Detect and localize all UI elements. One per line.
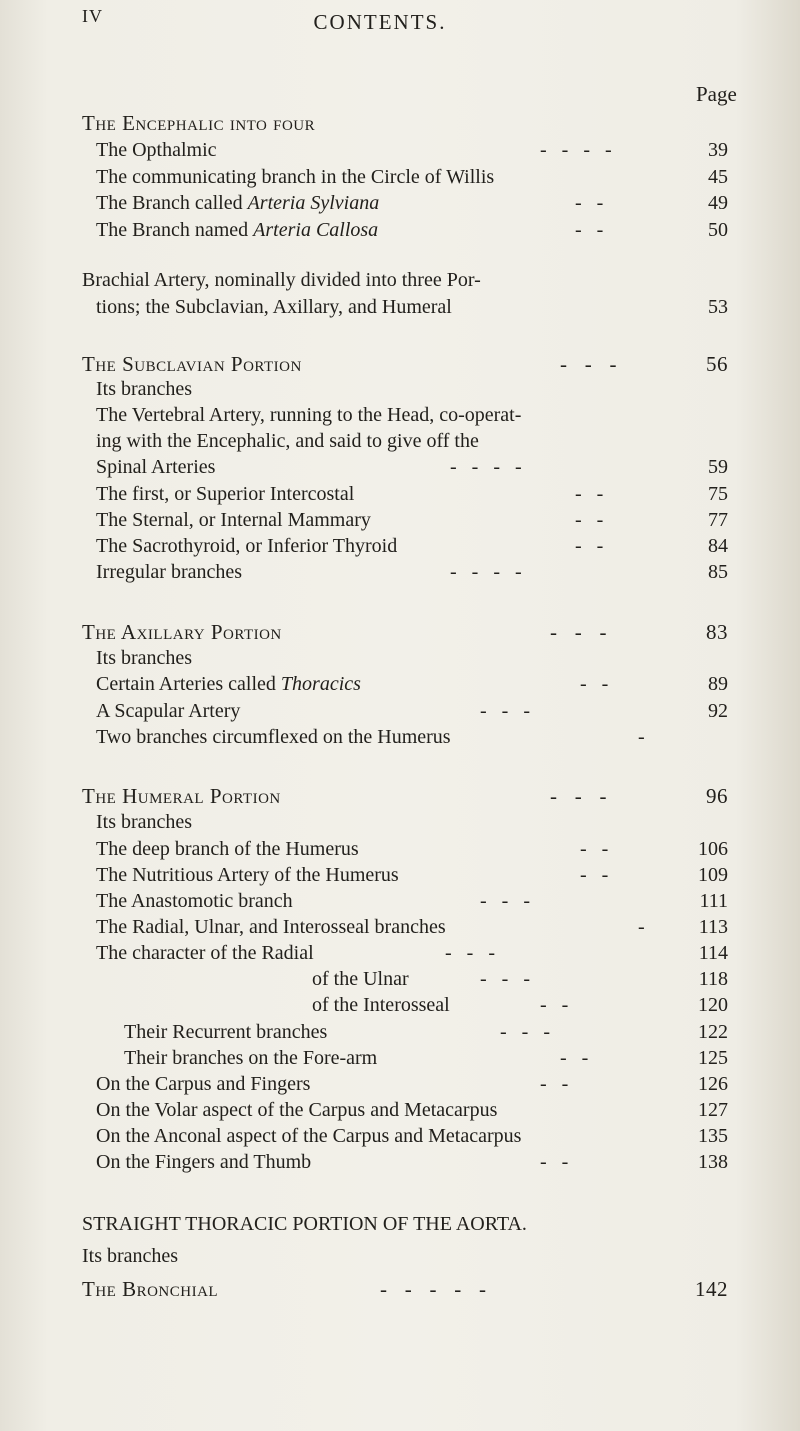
toc-page-number: 84 <box>708 535 728 557</box>
toc-entry-irregular <box>0 559 800 585</box>
toc-entry-vertebral-2 <box>0 428 800 454</box>
page-column-label: Page <box>696 82 737 106</box>
toc-entry-title: The Encephalic into four <box>82 111 316 135</box>
leader-dashes: - <box>638 726 645 748</box>
toc-entry-nutritious <box>0 862 800 888</box>
toc-page-number: 92 <box>708 700 728 722</box>
toc-entry-scapular <box>0 698 800 724</box>
toc-entry-aorta-branches <box>0 1243 800 1269</box>
toc-entry-intercostal <box>0 481 800 507</box>
toc-entry-title: of the Interosseal <box>312 994 450 1016</box>
toc-entry-volar <box>0 1097 800 1123</box>
leader-dashes: - - <box>575 192 604 214</box>
toc-entry-title: The Anastomotic branch <box>96 890 293 912</box>
toc-page-number: 122 <box>698 1021 728 1043</box>
leader-dashes: - - - <box>560 352 617 376</box>
toc-page-number: 127 <box>698 1099 728 1121</box>
toc-entry-bronchial <box>0 1276 800 1302</box>
running-head: CONTENTS. <box>313 10 447 34</box>
toc-entry-title: Their branches on the Fore-arm <box>124 1047 378 1069</box>
toc-entry-title: Irregular branches <box>96 561 243 583</box>
toc-page-number: 49 <box>708 192 728 214</box>
leader-dashes: - - - <box>445 942 495 964</box>
toc-entry-title: Its branches <box>96 378 193 400</box>
leader-dashes: - - - <box>480 968 530 990</box>
toc-page-number: 56 <box>706 352 728 376</box>
toc-entry-subclavian <box>0 351 800 377</box>
leader-dashes: - - - <box>500 1021 550 1043</box>
leader-dashes: - - <box>575 535 604 557</box>
toc-entry-title: The Radial, Ulnar, and Interosseal branches <box>96 916 446 938</box>
toc-entry-title: of the Ulnar <box>312 968 409 990</box>
toc-entry-title: Their Recurrent branches <box>124 1021 328 1043</box>
leader-dashes: - - <box>575 483 604 505</box>
toc-entry-title: Its branches <box>96 647 193 669</box>
toc-page-number: 83 <box>706 620 728 644</box>
toc-page-number: 113 <box>698 916 728 938</box>
leader-dashes: - <box>638 916 645 938</box>
toc-entry-fingers-thumb <box>0 1149 800 1175</box>
leader-dashes: - - <box>540 1151 569 1173</box>
toc-page-number: 126 <box>698 1073 728 1095</box>
toc-page-number: 138 <box>698 1151 728 1173</box>
toc-entry-title: The Axillary Portion <box>82 620 282 644</box>
toc-entry-title: Brachial Artery, nominally divided into three Por- <box>82 269 481 291</box>
toc-entry-brachial-2 <box>0 294 800 320</box>
toc-entry-title: The Subclavian Portion <box>82 352 302 376</box>
leader-dashes: - - - <box>550 620 607 644</box>
toc-entry-ax-branches <box>0 645 800 671</box>
toc-entry-char-ulnar <box>0 966 800 992</box>
toc-entry-title: The Vertebral Artery, running to the Head, co-operat- <box>96 404 522 426</box>
toc-entry-title: ing with the Encephalic, and said to give off the <box>96 430 479 452</box>
toc-page-number: 106 <box>698 838 728 860</box>
toc-entry-sylviana <box>0 190 800 216</box>
toc-entry-char-interosseal <box>0 992 800 1018</box>
toc-entry-title: STRAIGHT THORACIC PORTION OF THE AORTA. <box>82 1213 527 1235</box>
toc-entry-axillary <box>0 619 800 645</box>
leader-dashes: - - - - <box>450 561 522 583</box>
toc-entry-thoracics <box>0 671 800 697</box>
toc-page-number: 50 <box>708 219 728 241</box>
toc-entry-carpus-fingers <box>0 1071 800 1097</box>
leader-dashes: - - <box>560 1047 589 1069</box>
toc-entry-sub-branches <box>0 376 800 402</box>
toc-entry-title: The first, or Superior Intercostal <box>96 483 355 505</box>
leader-dashes: - - <box>575 509 604 531</box>
toc-entry-radial-ulnar <box>0 914 800 940</box>
toc-entry-title: The deep branch of the Humerus <box>96 838 359 860</box>
leader-dashes: - - <box>580 838 609 860</box>
toc-entry-title: The communicating branch in the Circle of Willis <box>96 166 495 188</box>
leader-dashes: - - - <box>480 700 530 722</box>
toc-entry-anconal <box>0 1123 800 1149</box>
leader-dashes: - - - - <box>540 139 612 161</box>
toc-entry-opthalmic <box>0 137 800 163</box>
toc-entry-deep <box>0 836 800 862</box>
toc-entry-callosa <box>0 217 800 243</box>
toc-entry-hum-branches <box>0 809 800 835</box>
toc-entry-thoracic-aorta <box>0 1211 800 1237</box>
toc-entry-title: The character of the Radial <box>96 942 314 964</box>
leader-dashes: - - - - <box>450 456 522 478</box>
toc-page-number: 111 <box>699 890 728 912</box>
toc-page-number: 77 <box>708 509 728 531</box>
toc-entry-title: The Opthalmic <box>96 139 217 161</box>
toc-entry-vertebral-3 <box>0 454 800 480</box>
toc-entry-title: On the Volar aspect of the Carpus and Metacarpus <box>96 1099 498 1121</box>
toc-entry-title: Certain Arteries called Thoracics <box>96 673 361 695</box>
toc-page-number: 125 <box>698 1047 728 1069</box>
toc-entry-sternal <box>0 507 800 533</box>
toc-page-number: 75 <box>708 483 728 505</box>
leader-dashes: - - - <box>550 784 607 808</box>
toc-entry-title: The Sternal, or Internal Mammary <box>96 509 371 531</box>
toc-page-number: 135 <box>698 1125 728 1147</box>
page-folio: IV <box>82 6 103 26</box>
toc-entry-brachial-1 <box>0 267 800 293</box>
toc-page-number: 53 <box>708 296 728 318</box>
toc-page-number: 118 <box>698 968 728 990</box>
leader-dashes: - - <box>540 994 569 1016</box>
leader-dashes: - - <box>540 1073 569 1095</box>
toc-entry-title: Its branches <box>82 1245 179 1267</box>
toc-page-number: 142 <box>695 1277 728 1301</box>
toc-entry-title: The Sacrothyroid, or Inferior Thyroid <box>96 535 398 557</box>
leader-dashes: - - <box>580 673 609 695</box>
toc-page-number: 89 <box>708 673 728 695</box>
toc-entry-encephalic <box>0 110 800 136</box>
toc-entry-title: The Nutritious Artery of the Humerus <box>96 864 399 886</box>
toc-page-number: 45 <box>708 166 728 188</box>
toc-entry-vertebral-1 <box>0 402 800 428</box>
toc-entry-title: Two branches circumflexed on the Humerus <box>96 726 451 748</box>
toc-entry-thyroid <box>0 533 800 559</box>
toc-entry-char-radial <box>0 940 800 966</box>
toc-entry-title: The Humeral Portion <box>82 784 281 808</box>
toc-entry-anastomotic <box>0 888 800 914</box>
toc-entry-title: On the Anconal aspect of the Carpus and Metacarpus <box>96 1125 522 1147</box>
toc-entry-title: Spinal Arteries <box>96 456 216 478</box>
leader-dashes: - - - - - <box>380 1277 487 1301</box>
toc-page-number: 120 <box>698 994 728 1016</box>
leader-dashes: - - - <box>480 890 530 912</box>
toc-entry-title: A Scapular Artery <box>96 700 241 722</box>
toc-entry-title: On the Carpus and Fingers <box>96 1073 311 1095</box>
toc-entry-title: The Bronchial <box>82 1277 219 1301</box>
toc-entry-forearm <box>0 1045 800 1071</box>
toc-page-number: 96 <box>706 784 728 808</box>
toc-entry-recurrent <box>0 1019 800 1045</box>
toc-page-number: 85 <box>708 561 728 583</box>
toc-entry-title: On the Fingers and Thumb <box>96 1151 312 1173</box>
toc-page-number: 39 <box>708 139 728 161</box>
toc-entry-title: The Branch called Arteria Sylviana <box>96 192 380 214</box>
toc-page-number: 59 <box>708 456 728 478</box>
toc-entry-title: tions; the Subclavian, Axillary, and Humeral <box>96 296 452 318</box>
toc-entry-communicating <box>0 164 800 190</box>
toc-entry-title: Its branches <box>96 811 193 833</box>
toc-entry-title: The Branch named Arteria Callosa <box>96 219 379 241</box>
toc-entry-circumflexed <box>0 724 800 750</box>
leader-dashes: - - <box>580 864 609 886</box>
toc-page-number: 109 <box>698 864 728 886</box>
toc-page-number: 114 <box>698 942 728 964</box>
toc-entry-humeral <box>0 783 800 809</box>
leader-dashes: - - <box>575 219 604 241</box>
